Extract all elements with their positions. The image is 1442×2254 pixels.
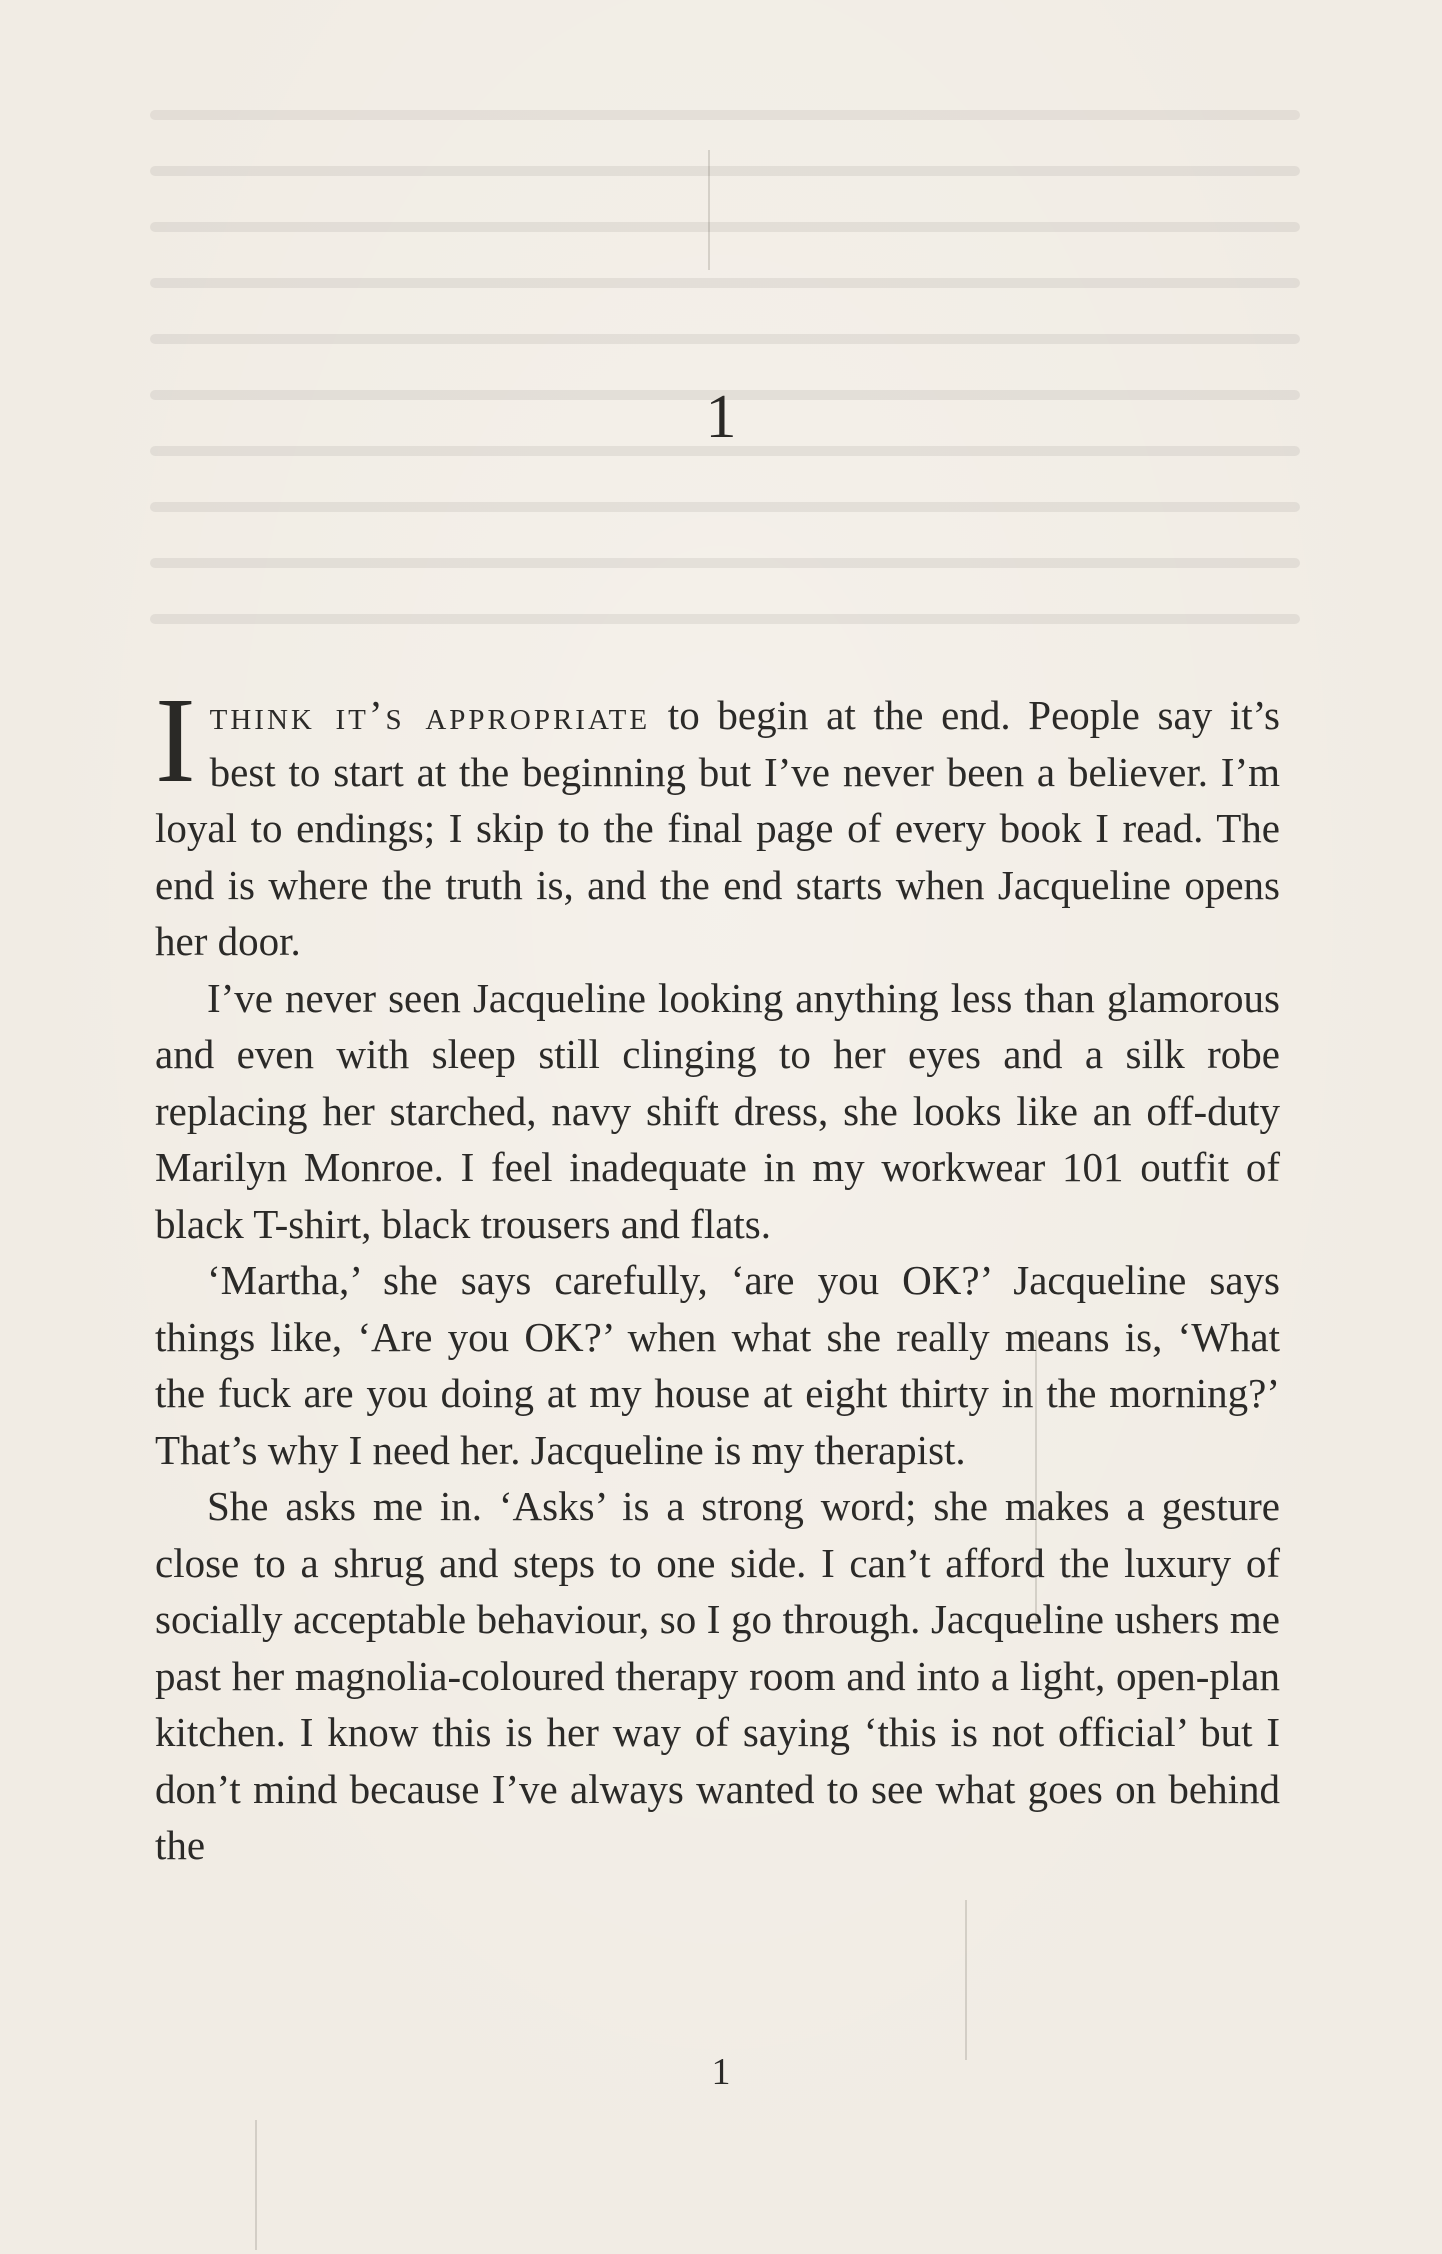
chapter-number: 1 bbox=[705, 383, 737, 451]
drop-cap: I bbox=[155, 673, 196, 808]
paragraph-1-text: to begin at the end. People say it’s best to start at the beginning but I’ve never been a believer. I’m loyal to endings; I skip to the final page of every book I read. The end is where the truth is, and the end starts when Jacqueline opens her door. bbox=[155, 692, 1281, 964]
paragraph-4: She asks me in. ‘Asks’ is a strong word; she makes a gesture close to a shrug and steps to one side. I can’t afford the luxury of socially acceptable behaviour, so I go through. Jacqueline ushers me past her magnolia-coloured therapy room and into a light, open-plan kitchen. I know this is her way of saying ‘this is not official’ but I don’t mind because I’ve always wanted to see what goes on behind the bbox=[155, 1483, 1280, 1868]
opening-small-caps: think it’s appropriate bbox=[209, 692, 651, 738]
page-crease bbox=[708, 150, 710, 270]
page-number: 1 bbox=[711, 2051, 731, 2093]
page-crease bbox=[965, 1900, 967, 2060]
paragraph-2: I’ve never seen Jacqueline looking anything less than glamorous and even with sleep still clinging to her eyes and a silk robe replacing her starched, navy shift dress, she looks like an off-duty Marilyn Monroe. I feel inadequate in my workwear 101 outfit of black T-shirt, black trousers and flats. bbox=[155, 974, 1280, 1247]
chapter-text bbox=[155, 673, 1281, 1874]
page-crease bbox=[255, 2120, 257, 2250]
paragraph-3: ‘Martha,’ she says carefully, ‘are you OK?’ Jacqueline says things like, ‘Are you OK?’ when what she really means is, ‘What the fuck are you doing at my house at eight thirty in the morning?’ That’s why I need her. Jacqueline is my therapist. bbox=[155, 1257, 1280, 1473]
paragraph-1 bbox=[155, 673, 1281, 970]
